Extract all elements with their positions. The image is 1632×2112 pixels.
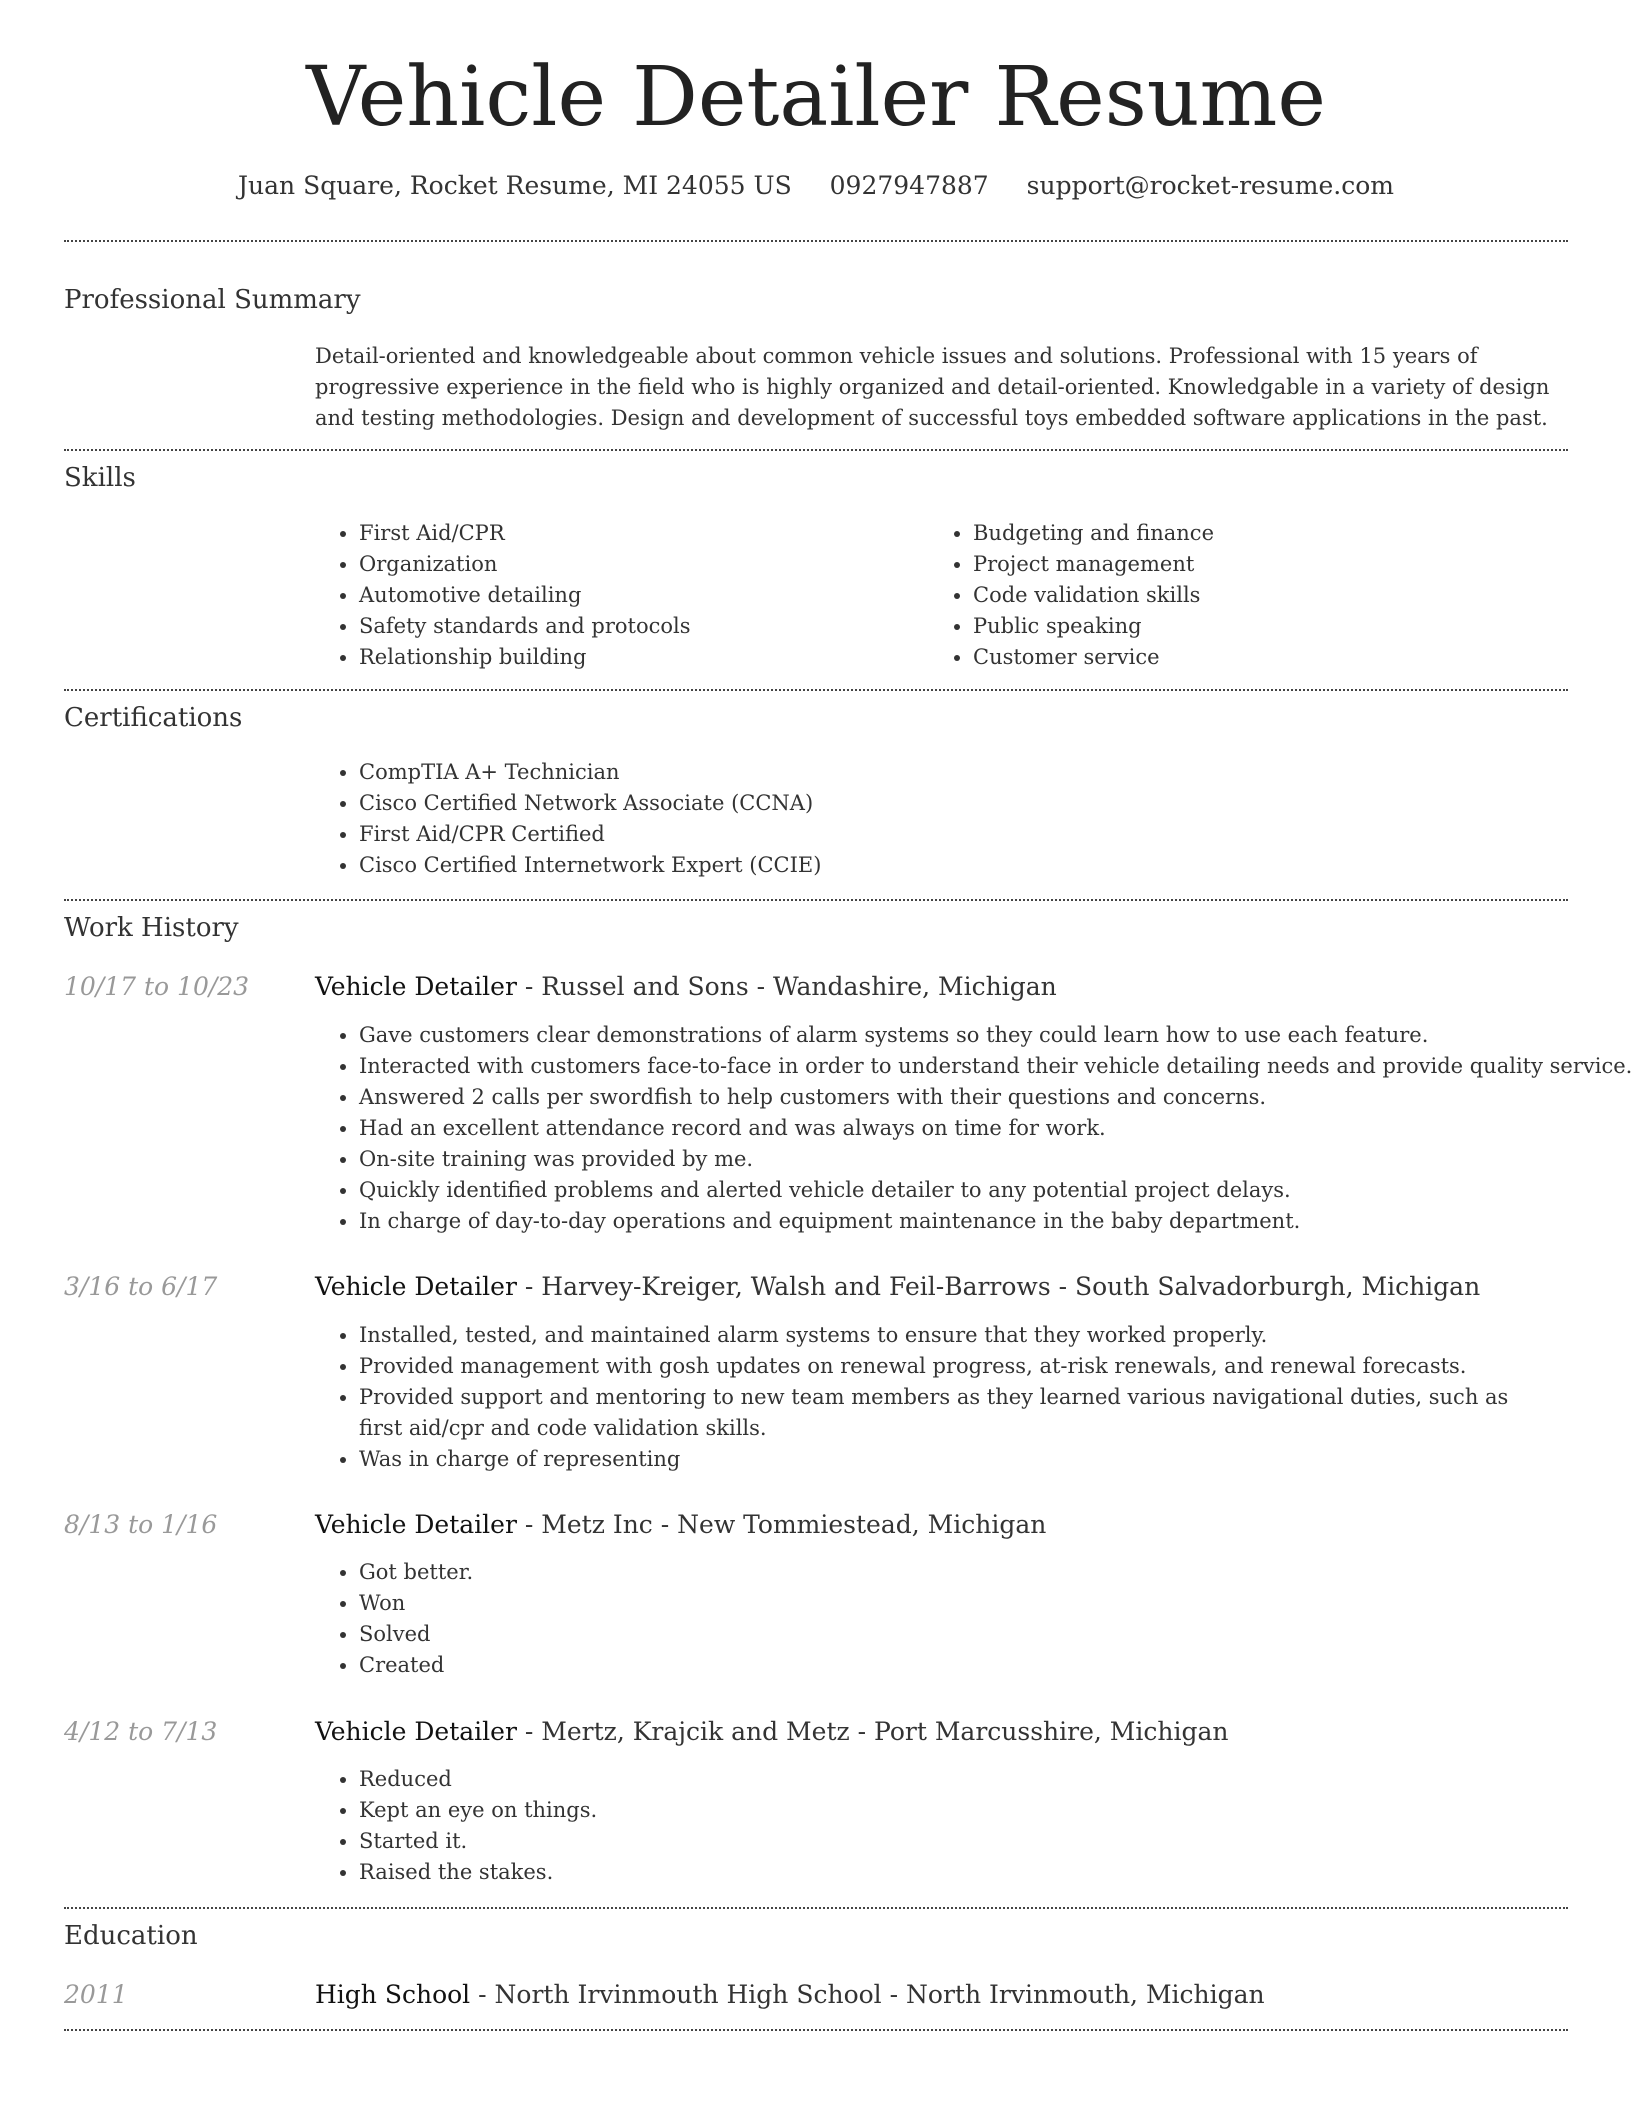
education-degree: High School: [315, 1980, 471, 2009]
skills-list-right: [929, 518, 1573, 673]
work-history-heading: Work History: [64, 913, 239, 943]
list-item: • Won: [359, 1588, 1539, 1619]
job-title-line: Vehicle Detailer - Metz Inc - New Tommiestead, Michigan: [315, 1510, 1047, 1539]
list-item: • Safety standards and protocols: [359, 611, 919, 642]
job-dates: 4/12 to 7/13: [64, 1717, 218, 1746]
education-location: North Irvinmouth, Michigan: [906, 1980, 1265, 2009]
job-title-line: Vehicle Detailer - Mertz, Krajcik and Metz - Port Marcusshire, Michigan: [315, 1717, 1229, 1746]
list-item: • Organization: [359, 549, 919, 580]
list-item: • Public speaking: [973, 611, 1573, 642]
list-item: • Installed, tested, and maintained alarm systems to ensure that they worked properly.: [359, 1320, 1539, 1351]
contact-email: support@rocket-resume.com: [1026, 171, 1394, 200]
certifications-heading: Certifications: [64, 703, 243, 733]
job-role: Vehicle Detailer: [315, 1717, 517, 1746]
job-location: Wandashire, Michigan: [773, 972, 1057, 1001]
list-item: • Reduced: [359, 1764, 1539, 1795]
list-item: • Project management: [973, 549, 1573, 580]
list-item: • Gave customers clear demonstrations of alarm systems so they could learn how to use each feature.: [359, 1020, 1632, 1051]
certifications-list: [315, 757, 1559, 881]
list-item: • Interacted with customers face-to-face in order to understand their vehicle detailing needs and provide quality service.: [359, 1051, 1632, 1082]
job-role: Vehicle Detailer: [315, 1272, 517, 1301]
summary-heading: Professional Summary: [64, 285, 361, 315]
section-divider: [64, 1907, 1568, 1909]
resume-title: Vehicle Detailer Resume: [306, 50, 1326, 145]
list-item: • Automotive detailing: [359, 580, 919, 611]
job-company: Mertz, Krajcik and Metz: [541, 1717, 850, 1746]
list-item: • Relationship building: [359, 642, 919, 673]
list-item: • In charge of day-to-day operations and equipment maintenance in the baby department.: [359, 1206, 1632, 1237]
list-item: • Provided management with gosh updates on renewal progress, at-risk renewals, and renewal forecasts.: [359, 1351, 1539, 1382]
list-item: • Started it.: [359, 1826, 1539, 1857]
job-bullets: [315, 1020, 1632, 1237]
contact-address: Juan Square, Rocket Resume, MI 24055 US: [238, 171, 792, 200]
job-dates: 10/17 to 10/23: [64, 972, 250, 1001]
list-item: • CompTIA A+ Technician: [359, 757, 1559, 788]
job-company: Harvey-Kreiger, Walsh and Feil-Barrows: [541, 1272, 1051, 1301]
list-item: • Had an excellent attendance record and was always on time for work.: [359, 1113, 1632, 1144]
list-item: • Customer service: [973, 642, 1573, 673]
list-item: • Quickly identified problems and alerted vehicle detailer to any potential project delays.: [359, 1175, 1632, 1206]
section-divider: [64, 689, 1568, 691]
list-item: • Raised the stakes.: [359, 1857, 1539, 1888]
list-item: • First Aid/CPR: [359, 518, 919, 549]
list-item: • Provided support and mentoring to new team members as they learned various navigational duties, such as first aid/cpr and code validation skills.: [359, 1382, 1539, 1444]
job-role: Vehicle Detailer: [315, 1510, 517, 1539]
list-item: • Created: [359, 1650, 1539, 1681]
list-item: • First Aid/CPR Certified: [359, 819, 1559, 850]
list-item: • Kept an eye on things.: [359, 1795, 1539, 1826]
list-item: • On-site training was provided by me.: [359, 1144, 1632, 1175]
job-title-line: Vehicle Detailer - Russel and Sons - Wandashire, Michigan: [315, 972, 1057, 1001]
list-item: • Solved: [359, 1619, 1539, 1650]
job-company: Metz Inc: [541, 1510, 653, 1539]
section-divider: [64, 240, 1568, 242]
education-heading: Education: [64, 1921, 198, 1951]
list-item: • Cisco Certified Network Associate (CCNA): [359, 788, 1559, 819]
job-role: Vehicle Detailer: [315, 972, 517, 1001]
list-item: • Answered 2 calls per swordfish to help customers with their questions and concerns.: [359, 1082, 1632, 1113]
section-divider: [64, 2029, 1568, 2031]
job-location: Port Marcusshire, Michigan: [874, 1717, 1229, 1746]
job-bullets: [315, 1764, 1539, 1888]
contact-phone: 0927947887: [829, 171, 989, 200]
summary-text: Detail-oriented and knowledgeable about common vehicle issues and solutions. Professional with 15 years of progressive experience in the field who is highly organized and detail-oriented. Knowledgable in a variety of design and testing methodologies. Design and development of successful toys embedded software applications in the past.: [315, 344, 1550, 430]
list-item: • Was in charge of representing: [359, 1444, 1539, 1475]
job-bullets: [315, 1320, 1539, 1475]
job-dates: 8/13 to 1/16: [64, 1510, 218, 1539]
skills-heading: Skills: [64, 463, 136, 493]
job-company: Russel and Sons: [541, 972, 749, 1001]
contact-line: [0, 168, 1632, 204]
job-location: South Salvadorburgh, Michigan: [1075, 1272, 1481, 1301]
section-divider: [64, 899, 1568, 901]
job-bullets: [315, 1557, 1539, 1681]
list-item: • Cisco Certified Internetwork Expert (CCIE): [359, 850, 1559, 881]
list-item: • Code validation skills: [973, 580, 1573, 611]
education-line: High School - North Irvinmouth High School - North Irvinmouth, Michigan: [315, 1980, 1265, 2009]
education-year: 2011: [64, 1980, 128, 2009]
job-title-line: Vehicle Detailer - Harvey-Kreiger, Walsh and Feil-Barrows - South Salvadorburgh, Michigan: [315, 1272, 1481, 1301]
list-item: • Got better.: [359, 1557, 1539, 1588]
list-item: • Budgeting and finance: [973, 518, 1573, 549]
job-dates: 3/16 to 6/17: [64, 1272, 218, 1301]
education-school: North Irvinmouth High School: [494, 1980, 882, 2009]
section-divider: [64, 449, 1568, 451]
job-location: New Tommiestead, Michigan: [677, 1510, 1047, 1539]
skills-list-left: [315, 518, 919, 673]
